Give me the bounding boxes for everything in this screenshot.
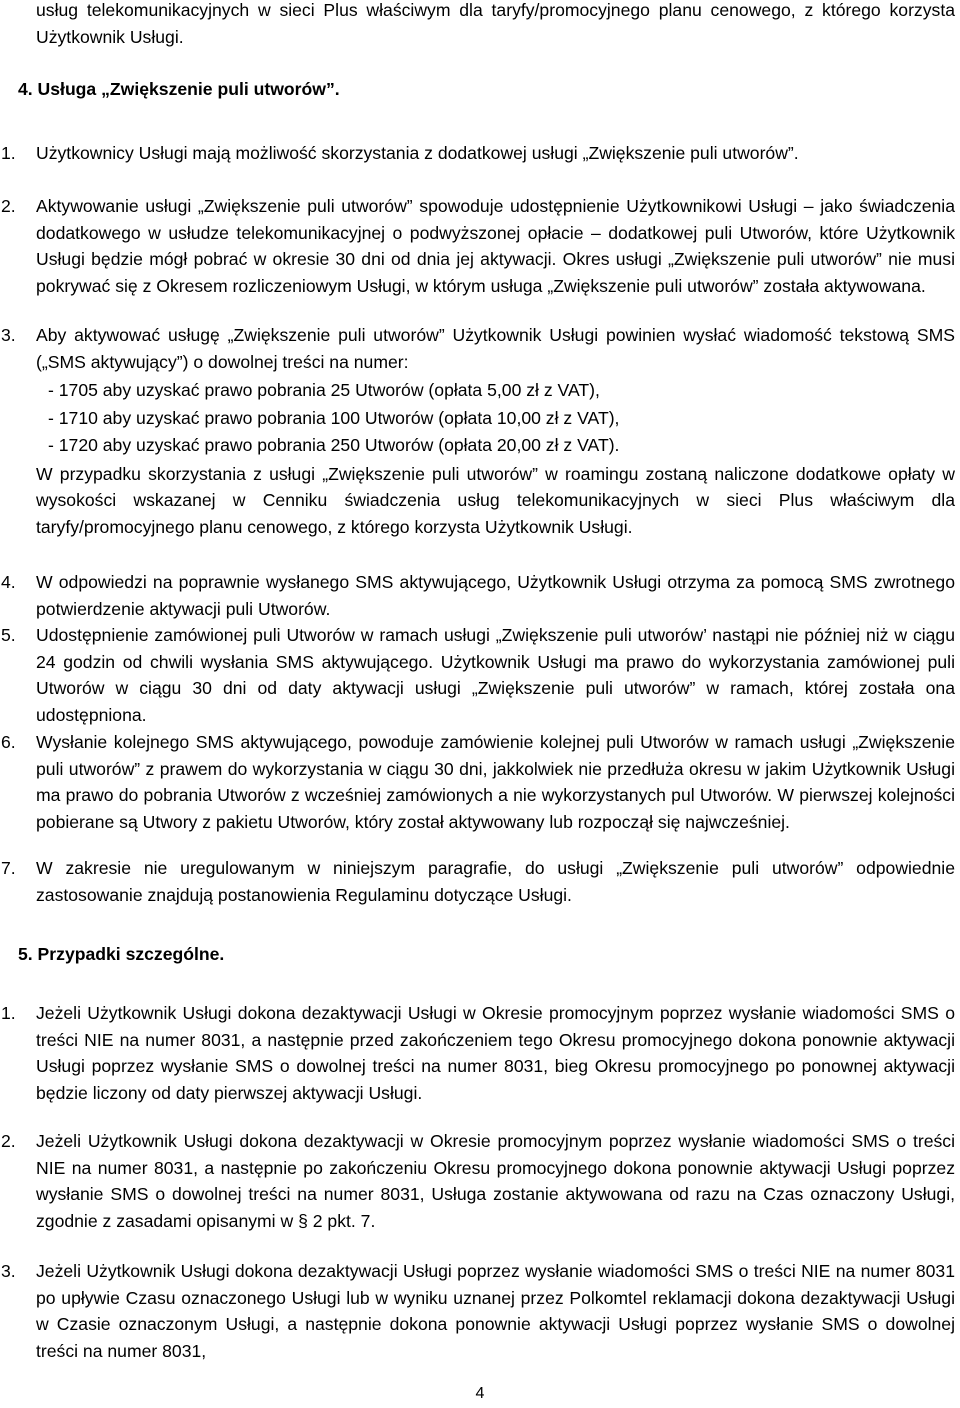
item-number: 6.	[1, 732, 16, 752]
item-text: Jeżeli Użytkownik Usługi dokona dezaktywacji w Okresie promocyjnym poprzez wysłanie wiadomości SMS o treści NIE na numer 8031, a następnie po zakończeniu Okresu promocyjnego dokona ponownie aktywacji Usługi poprzez wysłanie SMS o dowolnej treści na numer 8031, Usługa zostanie aktywowana od razu na Czas oznaczony Usługi, zgodnie z zasadami opisanymi w § 2 pkt. 7.	[36, 1131, 955, 1231]
item-text: Jeżeli Użytkownik Usługi dokona dezaktywacji Usługi w Okresie promocyjnym poprzez wysłanie wiadomości SMS o treści NIE na numer 8031, a następnie przed zakończeniem tego Okresu promocyjnego dokona ponownie aktywacji Usługi poprzez wysłanie SMS o dowolnej treści na numer 8031, bieg Okresu promocyjnego po ponownej aktywacji będzie liczony od daty pierwszej aktywacji Usługi.	[36, 1003, 955, 1103]
section-4-item-3	[1, 322, 955, 540]
section-4-item-1	[1, 140, 955, 167]
section-4-item-7	[1, 855, 955, 908]
item-number: 1.	[1, 143, 16, 163]
item-text: W odpowiedzi na poprawnie wysłanego SMS aktywującego, Użytkownik Usługi otrzyma za pomocą SMS zwrotnego potwierdzenie aktywacji puli Utworów.	[36, 572, 955, 619]
item-number: 1.	[1, 1003, 16, 1023]
item-number: 2.	[1, 196, 16, 216]
item-number: 2.	[1, 1131, 16, 1151]
section-5-item-3	[1, 1258, 955, 1364]
section-5-item-1	[1, 1000, 955, 1106]
number-list	[36, 377, 955, 459]
list-item: - 1705 aby uzyskać prawo pobrania 25 Utworów (opłata 5,00 zł z VAT),	[48, 380, 600, 400]
item-number: 5.	[1, 625, 16, 645]
page-number: 4	[475, 1385, 485, 1402]
item-text: Wysłanie kolejnego SMS aktywującego, powoduje zamówienie kolejnej puli Utworów w ramach usługi „Zwiększenie puli utworów” z prawem do wykorzystania w ciągu 30 dni, jakkolwiek nie przedłuża okresu w jakim Użytkownik Usługi ma prawo do pobrania Utworów z wcześniej zamówionych a nie wykorzystanych pul Utworów. W pierwszej kolejności pobierane są Utwory z pakietu Utworów, który został aktywowany lub rozpoczął się najwcześniej.	[36, 732, 955, 832]
item-continuation-text: W przypadku skorzystania z usługi „Zwiększenie puli utworów” w roamingu zostaną naliczone dodatkowe opłaty w wysokości wskazanej w Cenniku świadczenia usług telekomunikacyjnych w sieci Plus właściwym dla taryfy/promocyjnego planu cenowego, z którego korzysta Użytkownik Usługi.	[36, 463, 955, 537]
item-text: Jeżeli Użytkownik Usługi dokona dezaktywacji Usługi poprzez wysłanie wiadomości SMS o treści NIE na numer 8031 po upływie Czasu oznaczonego Usługi lub w wyniku uznanej przez Polkomtel reklamacji dokona dezaktywacji Usługi w Czasie oznaczonym Usługi, a następnie dokona ponownie aktywacji Usługi poprzez wysłanie SMS o dowolnej treści na numer 8031,	[36, 1261, 955, 1361]
list-item: - 1720 aby uzyskać prawo pobrania 250 Utworów (opłata 20,00 zł z VAT).	[48, 435, 620, 455]
section-5-item-2	[1, 1128, 955, 1234]
item-text: W zakresie nie uregulowanym w niniejszym paragrafie, do usługi „Zwiększenie puli utworów” odpowiednie zastosowanie znajdują postanowienia Regulaminu dotyczące Usługi.	[36, 858, 955, 905]
item-text: Udostępnienie zamówionej puli Utworów w ramach usługi „Zwiększenie puli utworów’ nastąpi nie później niż w ciągu 24 godzin od chwili wysłania SMS aktywującego. Użytkownik Usługi ma prawo do wykorzystania zamówionej puli Utworów w ciągu 30 dni od daty aktywacji usługi „Zwiększenie puli utworów” w ramach, której została ona udostępniona.	[36, 625, 955, 725]
intro-paragraph: usług telekomunikacyjnych w sieci Plus właściwym dla taryfy/promocyjnego planu cenowego, z którego korzysta Użytkownik Usługi.	[36, 0, 955, 47]
item-number: 3.	[1, 1261, 16, 1281]
section-4-item-5	[1, 622, 955, 728]
section-4-item-4	[1, 569, 955, 622]
item-number: 3.	[1, 325, 16, 345]
section-4-item-6	[1, 729, 955, 835]
item-text: Aktywowanie usługi „Zwiększenie puli utworów” spowoduje udostępnienie Użytkownikowi Usługi – jako świadczenia dodatkowego w usłudze telekomunikacyjnej o podwyższonej opłacie – dodatkowej puli Utworów, które Użytkownik Usługi będzie mógł pobrać w okresie 30 dni od dnia jej aktywacji. Okres usługi „Zwiększenie puli utworów” nie musi pokrywać się z Okresem rozliczeniowym Usługi, w którym usługa „Zwiększenie puli utworów” została aktywowana.	[36, 196, 955, 296]
item-text: Aby aktywować usługę „Zwiększenie puli utworów” Użytkownik Usługi powinien wysłać wiadomość tekstową SMS („SMS aktywujący”) o dowolnej treści na numer:	[36, 325, 955, 372]
item-number: 7.	[1, 858, 16, 878]
list-item: - 1710 aby uzyskać prawo pobrania 100 Utworów (opłata 10,00 zł z VAT),	[48, 407, 620, 428]
section-4-heading: 4. Usługa „Zwiększenie puli utworów”.	[18, 79, 340, 99]
item-text: Użytkownicy Usługi mają możliwość skorzystania z dodatkowej usługi „Zwiększenie puli utworów”.	[36, 143, 799, 163]
section-4-item-2	[1, 193, 955, 299]
section-5-heading: 5. Przypadki szczególne.	[18, 944, 225, 964]
item-number: 4.	[1, 572, 16, 592]
